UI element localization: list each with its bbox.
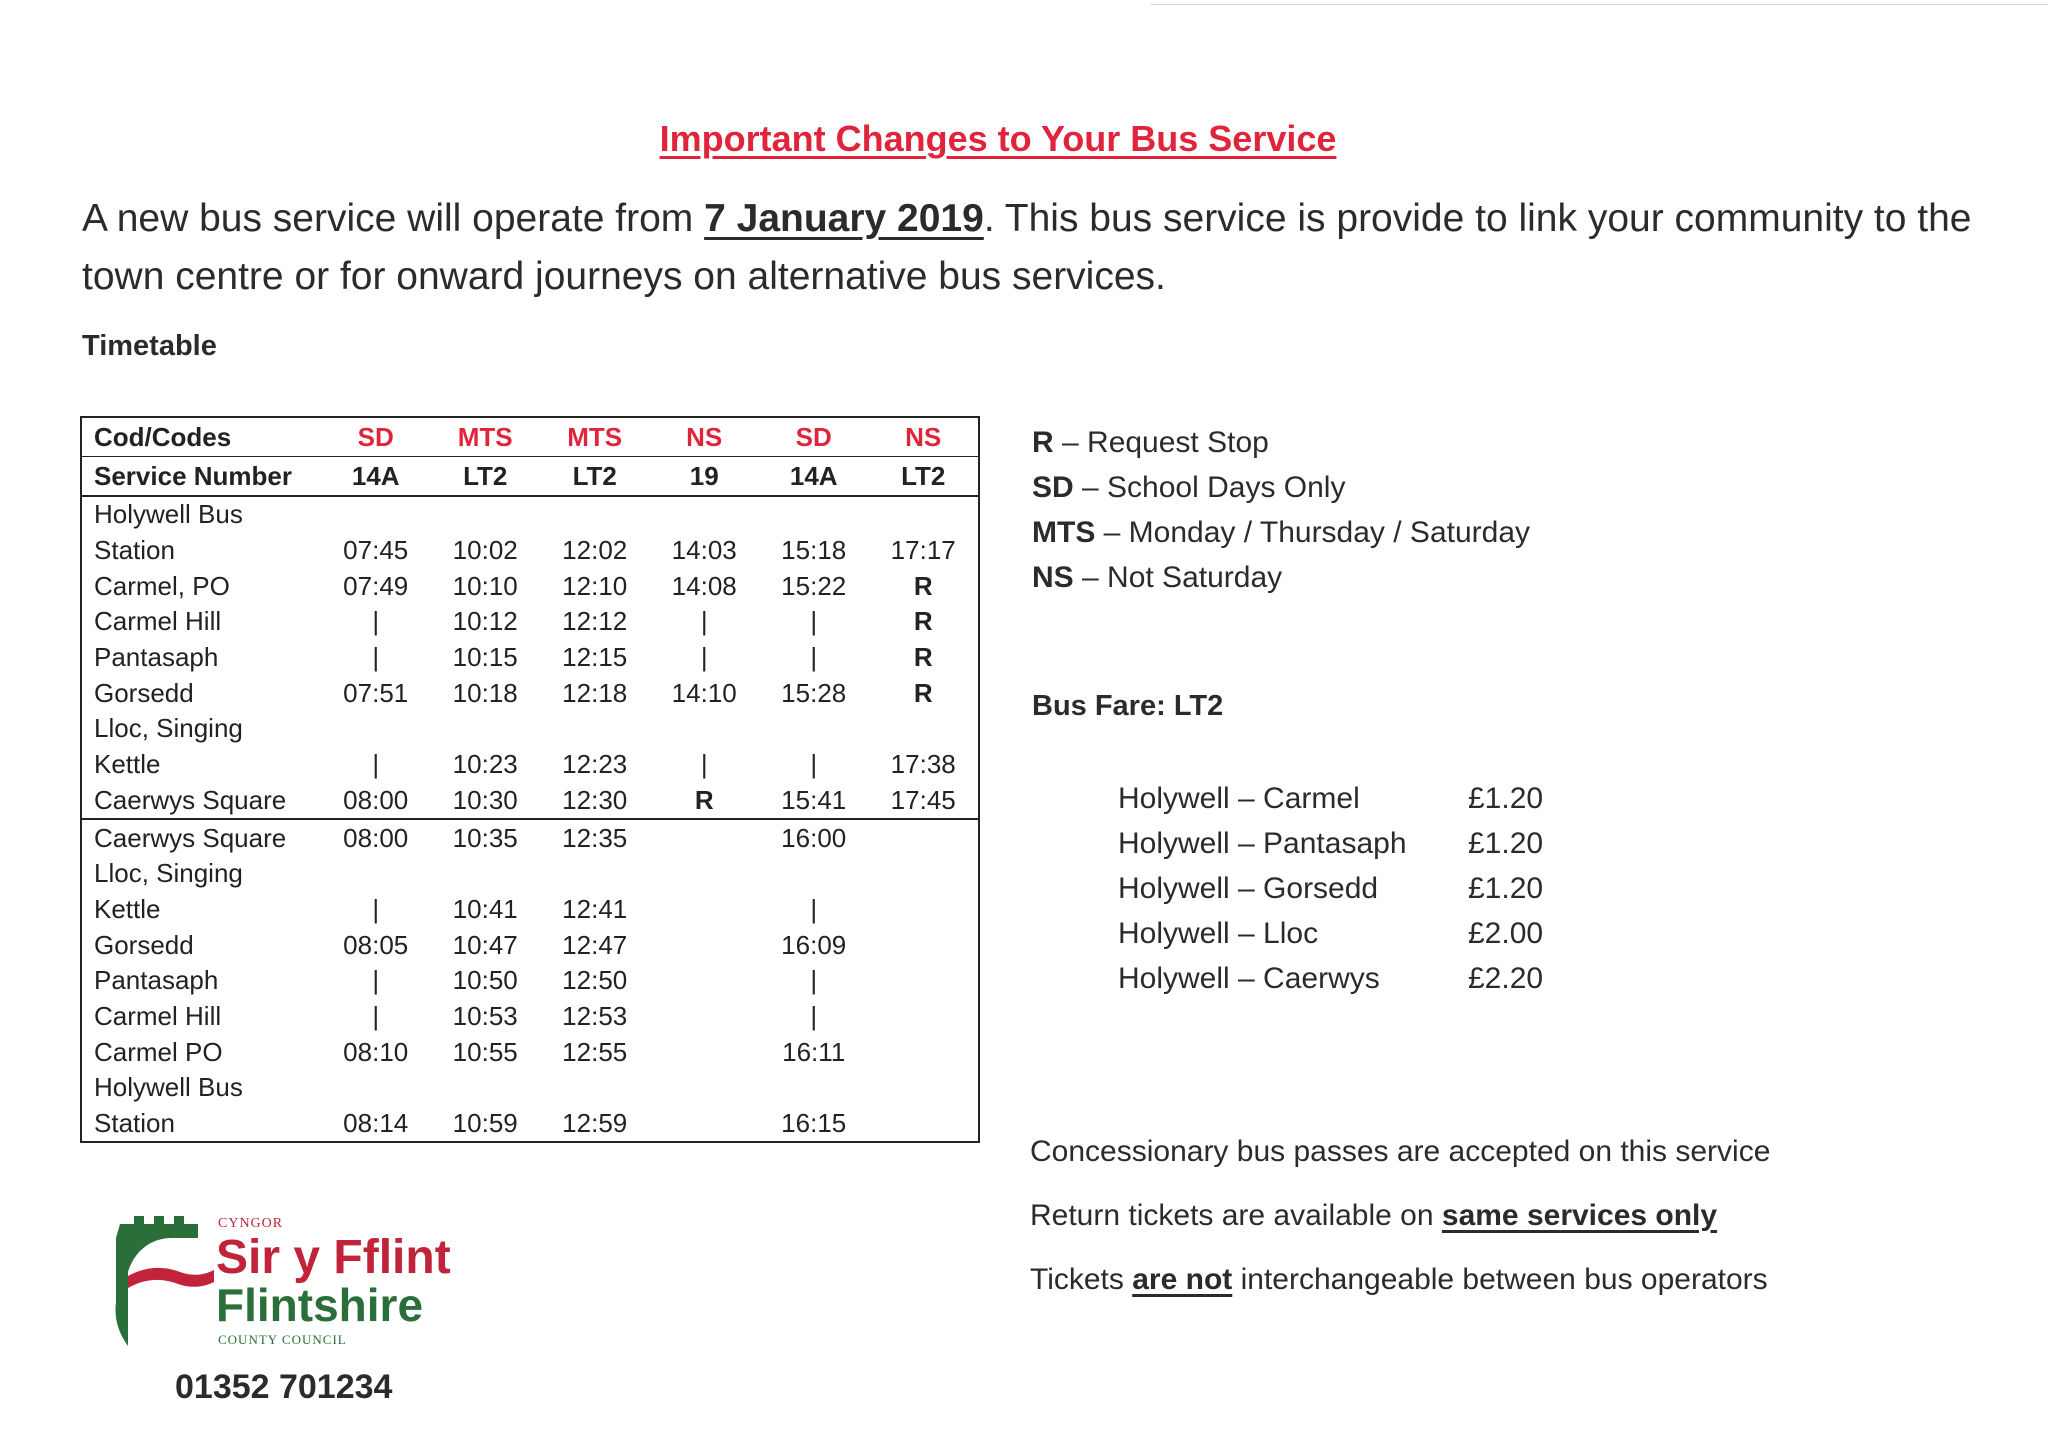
- time-cell: 10:53: [452, 1000, 518, 1031]
- stop-name: Caerwys Square: [94, 784, 287, 815]
- logo-welsh-name: Sir y Fflint: [216, 1231, 451, 1284]
- castle-icon: [100, 1212, 220, 1352]
- time-cell: |: [372, 965, 380, 996]
- stop-name: Holywell Bus: [94, 499, 243, 530]
- time-cell: 08:05: [343, 929, 409, 960]
- code-cell: SD: [357, 421, 394, 452]
- legend-text: – Request Stop: [1053, 426, 1269, 459]
- stop-name: Kettle: [94, 893, 161, 924]
- time-cell: |: [372, 1000, 380, 1031]
- timetable-row: [82, 783, 978, 819]
- time-cell: 17:38: [890, 749, 956, 780]
- time-cell: 12:18: [562, 677, 628, 708]
- timetable-row: [82, 856, 978, 892]
- time-cell: 08:10: [343, 1036, 409, 1067]
- fare-price: £1.20: [1468, 871, 1544, 905]
- time-cell: 10:15: [452, 642, 518, 673]
- time-cell: |: [372, 893, 380, 924]
- time-cell: 16:11: [782, 1036, 846, 1067]
- stop-name: Pantasaph: [94, 642, 219, 673]
- fare-price: £2.00: [1468, 916, 1544, 950]
- scan-edge-line: [1150, 4, 2048, 5]
- code-cell: SD: [795, 421, 832, 452]
- legend-code: SD: [1032, 471, 1074, 504]
- timetable-row: [82, 604, 978, 640]
- time-cell: 10:30: [452, 784, 518, 815]
- time-cell: 12:02: [562, 535, 628, 566]
- time-cell: R: [913, 606, 933, 637]
- interchange-note: [1030, 1260, 1770, 1324]
- legend-item: [1032, 555, 1530, 600]
- time-cell: R: [913, 570, 933, 601]
- time-cell: 12:30: [562, 784, 628, 815]
- legend-code: NS: [1032, 561, 1074, 594]
- time-cell: 12:55: [562, 1036, 628, 1067]
- fare-route: Holywell – Lloc: [1118, 916, 1319, 950]
- timetable-row: [82, 711, 978, 747]
- time-cell: 10:59: [452, 1108, 518, 1139]
- time-cell: 10:10: [452, 570, 518, 601]
- fare-route: Holywell – Pantasaph: [1118, 826, 1407, 860]
- time-cell: 10:18: [452, 677, 518, 708]
- timetable-row: [82, 1106, 978, 1142]
- time-cell: |: [372, 642, 380, 673]
- timetable-row: [82, 927, 978, 963]
- legend-item: [1032, 420, 1530, 465]
- timetable-row: [82, 497, 978, 533]
- time-cell: 15:18: [781, 535, 847, 566]
- time-cell: 10:02: [452, 535, 518, 566]
- concessionary-note: Concessionary bus passes are accepted on this service: [1030, 1135, 1771, 1168]
- timetable-row: [82, 1034, 978, 1070]
- fare-route: Holywell – Carmel: [1118, 781, 1360, 815]
- time-cell: 15:28: [781, 677, 847, 708]
- time-cell: 12:15: [562, 642, 628, 673]
- service-cell: LT2: [901, 460, 946, 491]
- service-cell: 14A: [789, 460, 838, 491]
- timetable-row: [82, 1070, 978, 1106]
- time-cell: 10:55: [452, 1036, 518, 1067]
- interchange-note-end: interchangeable between bus operators: [1232, 1263, 1768, 1296]
- time-cell: 12:53: [562, 1000, 628, 1031]
- outbound-section: [82, 497, 978, 820]
- time-cell: 07:51: [343, 677, 409, 708]
- time-cell: |: [810, 606, 818, 637]
- timetable-row: [82, 820, 978, 856]
- return-note-text: Return tickets are available on: [1030, 1199, 1442, 1232]
- stop-name: Station: [94, 535, 175, 566]
- service-cell: 19: [689, 460, 719, 491]
- time-cell: 08:14: [343, 1108, 409, 1139]
- legend-text: – School Days Only: [1073, 471, 1346, 504]
- fare-row: [1118, 866, 1543, 911]
- fare-row: [1118, 776, 1543, 821]
- stop-name: Caerwys Square: [94, 822, 287, 853]
- fare-route: Holywell – Caerwys: [1118, 961, 1380, 995]
- time-cell: 12:50: [562, 965, 628, 996]
- return-note-emphasis: same services only: [1441, 1199, 1718, 1232]
- time-cell: |: [372, 749, 380, 780]
- timetable-row: [82, 999, 978, 1035]
- service-cell: LT2: [463, 460, 508, 491]
- timetable-row: [82, 892, 978, 928]
- time-cell: 10:47: [452, 929, 518, 960]
- intro-text-start: A new bus service will operate from: [82, 197, 705, 240]
- time-cell: 12:12: [562, 606, 628, 637]
- time-cell: 10:35: [452, 822, 518, 853]
- stop-name: Carmel Hill: [94, 606, 222, 637]
- time-cell: |: [810, 749, 818, 780]
- fare-price: £2.20: [1468, 961, 1544, 995]
- interchange-note-emphasis: are not: [1132, 1263, 1233, 1296]
- timetable-row: [82, 675, 978, 711]
- time-cell: |: [810, 1000, 818, 1031]
- time-cell: 16:09: [781, 929, 847, 960]
- stop-name: Carmel PO: [94, 1036, 223, 1067]
- time-cell: |: [810, 893, 818, 924]
- time-cell: |: [700, 642, 708, 673]
- time-cell: 12:23: [562, 749, 628, 780]
- fare-route: Holywell – Gorsedd: [1118, 871, 1379, 905]
- stop-name: Holywell Bus: [94, 1072, 243, 1103]
- stop-name: Carmel Hill: [94, 1000, 222, 1031]
- fare-row: [1118, 821, 1543, 866]
- fare-row: [1118, 911, 1543, 956]
- timetable-row: [82, 963, 978, 999]
- timetable-row: [82, 533, 978, 569]
- start-date: 7 January 2019: [704, 197, 984, 240]
- legend-item: [1032, 465, 1530, 510]
- time-cell: 14:10: [671, 677, 737, 708]
- timetable-row: [82, 568, 978, 604]
- page-title: Important Changes to Your Bus Service: [659, 118, 1337, 159]
- time-cell: 16:15: [781, 1108, 847, 1139]
- time-cell: 08:00: [343, 822, 409, 853]
- service-header-label: Service Number: [94, 460, 292, 491]
- timetable-row: [82, 747, 978, 783]
- legend-code: MTS: [1032, 516, 1096, 549]
- code-cell: NS: [905, 421, 942, 452]
- time-cell: 15:22: [781, 570, 847, 601]
- time-cell: 12:35: [562, 822, 628, 853]
- timetable: [80, 416, 980, 1143]
- time-cell: |: [372, 606, 380, 637]
- time-cell: 12:47: [562, 929, 628, 960]
- stop-name: Kettle: [94, 749, 161, 780]
- stop-name: Lloc, Singing: [94, 713, 243, 744]
- time-cell: R: [913, 642, 933, 673]
- service-cell: 14A: [351, 460, 400, 491]
- time-cell: 08:00: [343, 784, 409, 815]
- logo-county-council: COUNTY COUNCIL: [218, 1332, 347, 1347]
- stop-name: Gorsedd: [94, 929, 194, 960]
- codes-header-label: Cod/Codes: [94, 421, 232, 452]
- fare-list: [1118, 776, 1543, 1001]
- time-cell: 10:23: [452, 749, 518, 780]
- code-cell: MTS: [567, 421, 623, 452]
- flintshire-logo: [100, 1212, 451, 1352]
- time-cell: 07:45: [343, 535, 409, 566]
- stop-name: Station: [94, 1108, 175, 1139]
- stop-name: Pantasaph: [94, 965, 219, 996]
- time-cell: R: [913, 677, 933, 708]
- logo-english-name: Flintshire: [216, 1279, 424, 1331]
- code-legend: [1032, 420, 1530, 600]
- phone-number: 01352 701234: [175, 1368, 393, 1406]
- time-cell: 12:41: [562, 893, 628, 924]
- timetable-row: [82, 640, 978, 676]
- time-cell: 17:45: [890, 784, 956, 815]
- fare-price: £1.20: [1468, 826, 1544, 860]
- legend-text: – Not Saturday: [1073, 561, 1283, 594]
- interchange-note-text: Tickets: [1030, 1263, 1133, 1296]
- stop-name: Lloc, Singing: [94, 858, 243, 889]
- time-cell: 10:41: [452, 893, 518, 924]
- time-cell: 17:17: [890, 535, 956, 566]
- fare-price: £1.20: [1468, 781, 1544, 815]
- time-cell: 16:00: [781, 822, 847, 853]
- return-ticket-note: [1030, 1196, 1770, 1260]
- fare-row: [1118, 956, 1543, 1001]
- legend-item: [1032, 510, 1530, 555]
- intro-text-end: . This bus service is provide to link your community to the town centre or for onward journeys on alternative bus services.: [82, 197, 1972, 298]
- time-cell: 10:50: [452, 965, 518, 996]
- code-cell: MTS: [457, 421, 513, 452]
- codes-header-row: [82, 418, 978, 457]
- inbound-section: [82, 820, 978, 1141]
- stop-name: Carmel, PO: [94, 570, 230, 601]
- time-cell: |: [700, 749, 708, 780]
- time-cell: 12:59: [562, 1108, 628, 1139]
- time-cell: 07:49: [343, 570, 409, 601]
- timetable-label: Timetable: [82, 330, 217, 362]
- time-cell: 12:10: [562, 570, 628, 601]
- service-header-row: [82, 457, 978, 497]
- ticket-notes: [1030, 1132, 1770, 1324]
- legend-text: – Monday / Thursday / Saturday: [1095, 516, 1531, 549]
- fare-title: Bus Fare: LT2: [1032, 690, 1224, 722]
- time-cell: |: [700, 606, 708, 637]
- time-cell: 15:41: [781, 784, 847, 815]
- time-cell: 14:08: [671, 570, 737, 601]
- time-cell: |: [810, 642, 818, 673]
- service-cell: LT2: [572, 460, 617, 491]
- time-cell: R: [694, 784, 714, 815]
- code-cell: NS: [686, 421, 723, 452]
- legend-code: R: [1032, 426, 1054, 459]
- intro-paragraph: [82, 190, 2002, 306]
- logo-cyngor: CYNGOR: [218, 1216, 284, 1231]
- time-cell: 10:12: [452, 606, 518, 637]
- time-cell: 14:03: [671, 535, 737, 566]
- time-cell: |: [810, 965, 818, 996]
- stop-name: Gorsedd: [94, 677, 194, 708]
